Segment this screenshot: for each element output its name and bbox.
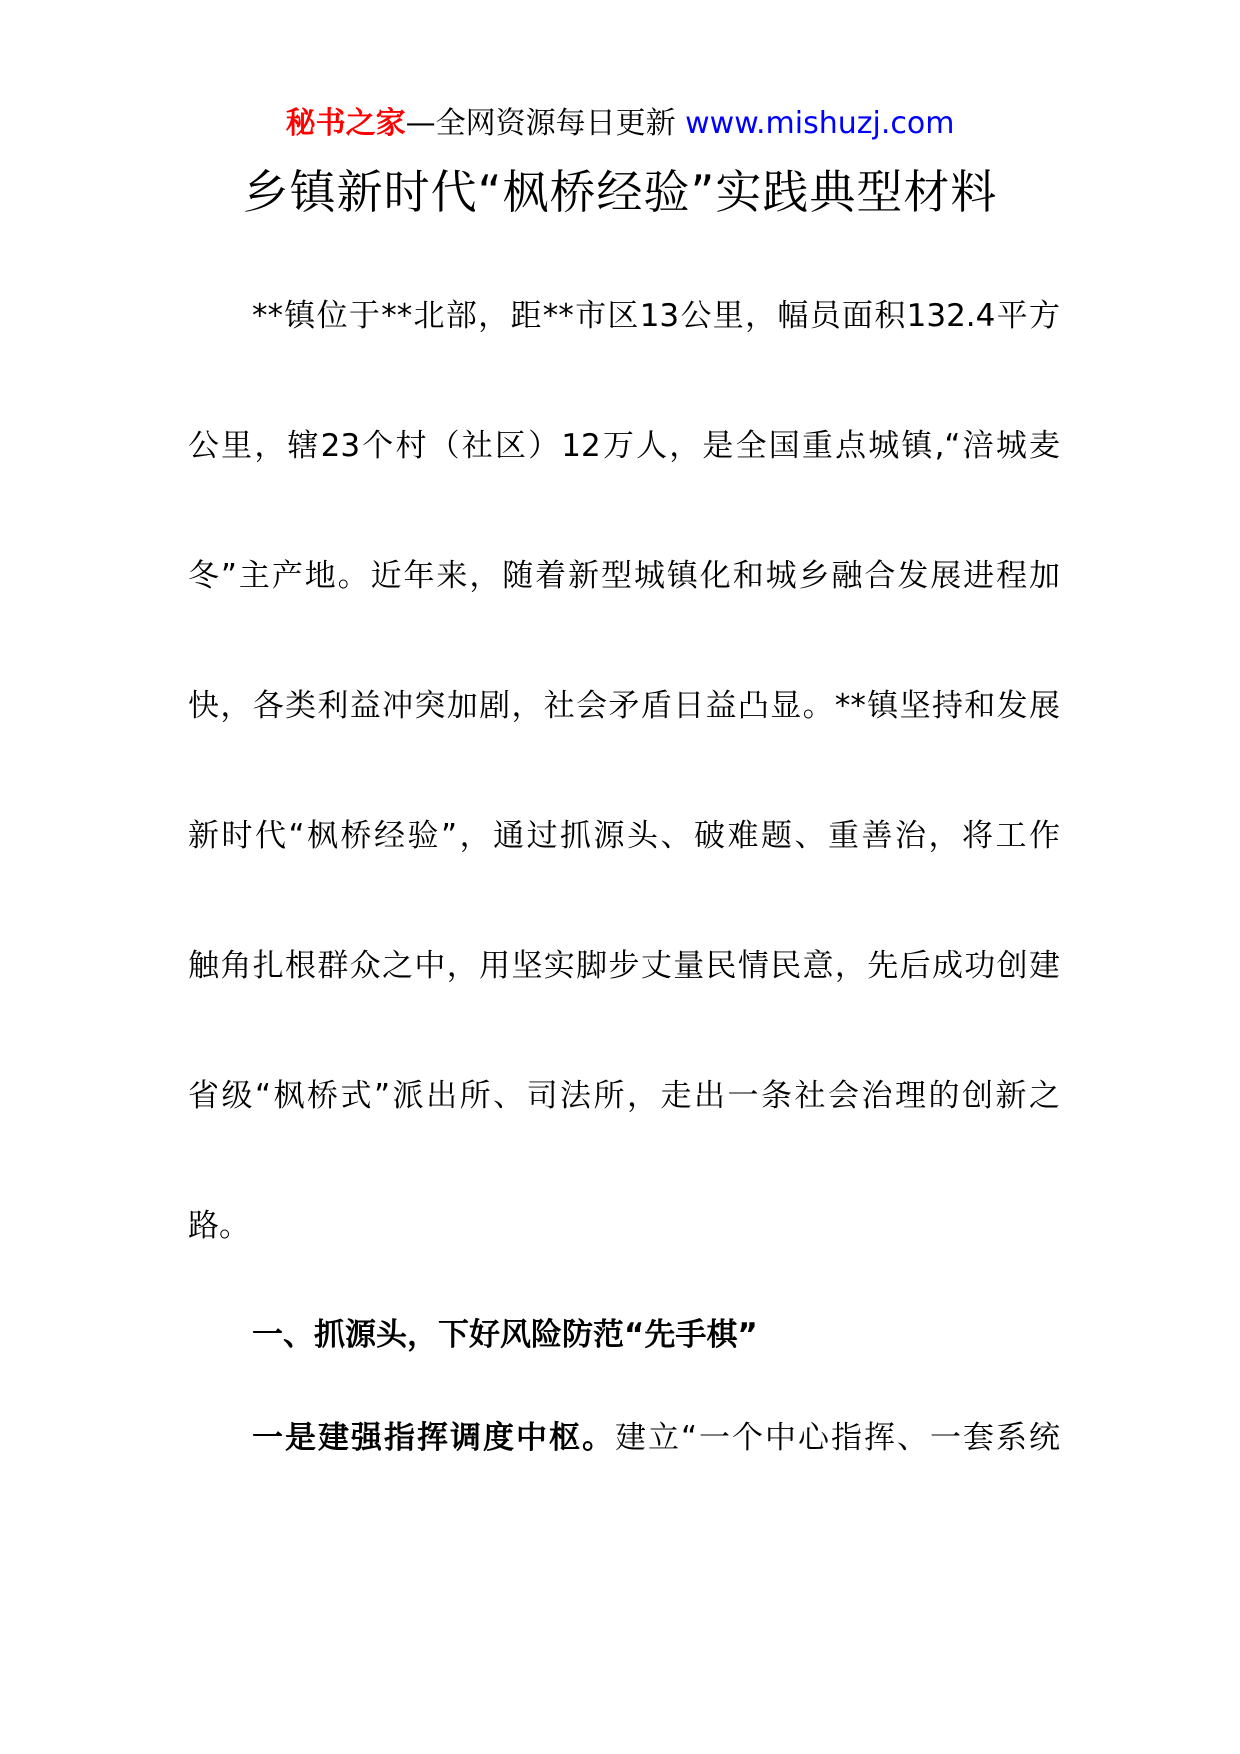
document-title: 乡镇新时代“枫桥经验”实践典型材料 bbox=[242, 165, 998, 219]
point-1-text: 建立“一个中心指挥、一套系统 bbox=[614, 1420, 1061, 1456]
point-1-label: 一是建强指挥调度中枢。 bbox=[252, 1420, 615, 1456]
intro-line-2: 公里，辖23个村（社区）12万人，是全国重点城镇,“涪城麦 bbox=[188, 428, 1060, 464]
intro-line-8: 路。 bbox=[188, 1208, 250, 1244]
intro-line-5: 新时代“枫桥经验”，通过抓源头、破难题、重善治，将工作 bbox=[188, 818, 1060, 854]
intro-line-1: **镇位于**北部，距**市区13公里，幅员面积132.4平方 bbox=[252, 298, 1060, 334]
site-url-link[interactable]: www.mishuzj.com bbox=[685, 106, 955, 141]
intro-line-6: 触角扎根群众之中，用坚实脚步丈量民情民意，先后成功创建 bbox=[188, 948, 1060, 984]
intro-line-3: 冬”主产地。近年来，随着新型城镇化和城乡融合发展进程加 bbox=[188, 558, 1060, 594]
site-header bbox=[0, 102, 1240, 146]
intro-line-7: 省级“枫桥式”派出所、司法所，走出一条社会治理的创新之 bbox=[188, 1078, 1060, 1114]
point-1-paragraph bbox=[252, 1413, 1060, 1463]
site-tagline: —全网资源每日更新 bbox=[405, 106, 686, 141]
site-brand: 秘书之家 bbox=[285, 106, 406, 141]
intro-line-4: 快，各类利益冲突加剧，社会矛盾日益凸显。**镇坚持和发展 bbox=[188, 688, 1060, 724]
section-heading-1: 一、抓源头，下好风险防范“先手棋” bbox=[252, 1317, 758, 1353]
